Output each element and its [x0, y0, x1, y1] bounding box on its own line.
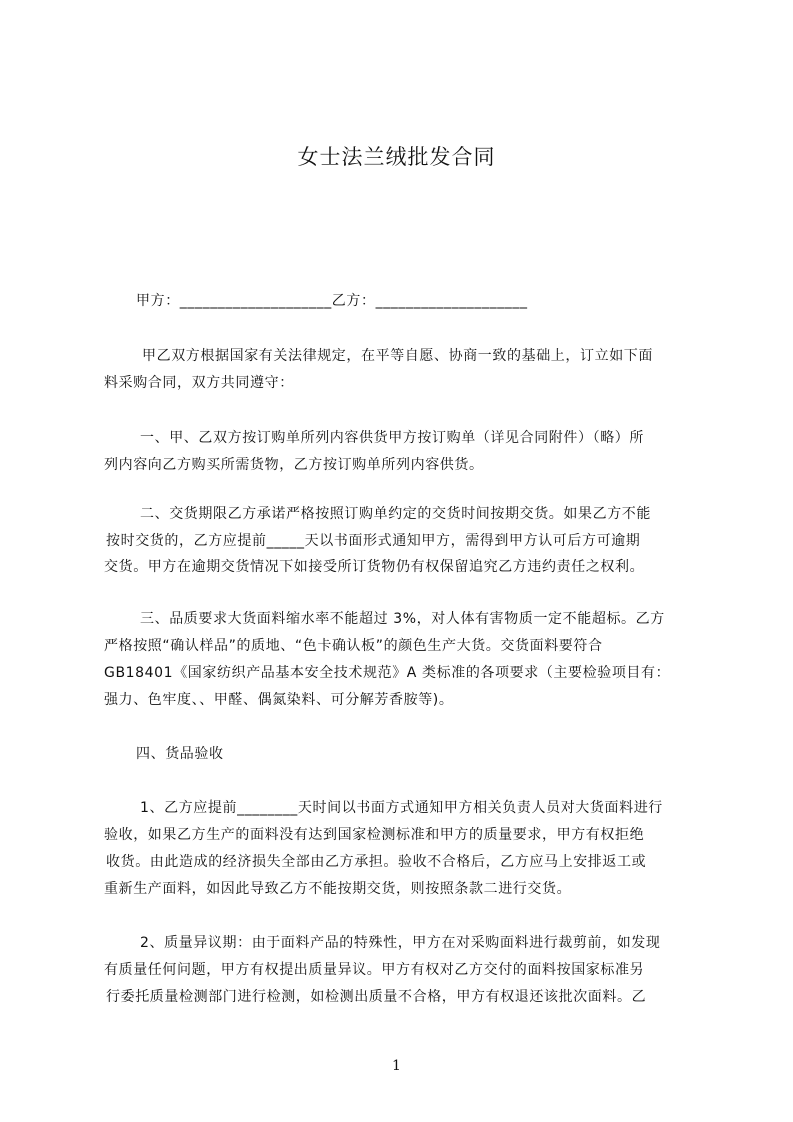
paragraph-line: 收货。由此造成的经济损失全部由乙方承担。验收不合格后，乙方应马上安排返工或 [106, 854, 647, 870]
paragraph-line: 1、乙方应提前________天时间以书面方式通知甲方相关负责人员对大货面料进行 [140, 800, 663, 816]
paragraph-line: GB18401《国家纺织产品基本安全技术规范》A 类标准的各项要求（主要检验项目有： [104, 665, 671, 681]
paragraph-line: 验收，如果乙方生产的面料没有达到国家检测标准和甲方的质量要求，甲方有权拒绝 [104, 827, 645, 843]
paragraph-line: 行委托质量检测部门进行检测，如检测出质量不合格，甲方有权退还该批次面料。乙 [106, 989, 647, 1005]
paragraph-line: 甲乙双方根据国家有关法律规定，在平等自愿、协商一致的基础上，订立如下面 [142, 348, 653, 364]
paragraph-line: 交货。甲方在逾期交货情况下如接受所订货物仍有权保留追究乙方违约责任之权利。 [104, 559, 645, 575]
paragraph-line: 严格按照“确认样品”的质地、“色卡确认板”的颜色生产大货。交货面料要符合 [104, 638, 603, 654]
document-title: 女士法兰绒批发合同 [297, 145, 496, 169]
paragraph-line: 重新生产面料，如因此导致乙方不能按期交货，则按照条款二进行交货。 [104, 881, 572, 897]
paragraph-line: 料采购合同，双方共同遵守： [104, 375, 294, 391]
section-heading: 四、货品验收 [136, 746, 224, 762]
paragraph-line: 二、交货期限乙方承诺严格按照订购单约定的交货时间按期交货。如果乙方不能 [140, 506, 651, 522]
paragraph-line: 一、甲、乙双方按订购单所列内容供货甲方按订购单（详见合同附件）（略）所 [140, 430, 644, 446]
paragraph-line: 强力、色牢度、、甲醛、偶氮染料、可分解芳香胺等)。 [104, 692, 454, 708]
paragraph-line: 三、品质要求大货面料缩水率不能超过 3%，对人体有害物质一定不能超标。乙方 [140, 611, 665, 627]
party-line: 甲方：____________________乙方：____________________ [136, 293, 528, 309]
page-number: 1 [392, 1058, 401, 1074]
paragraph-line: 2、质量异议期：由于面料产品的特殊性，甲方在对采购面料进行裁剪前，如发现 [140, 935, 661, 951]
paragraph-line: 列内容向乙方购买所需货物，乙方按订购单所列内容供货。 [104, 457, 484, 473]
paragraph-line: 有质量任何问题，甲方有权提出质量异议。甲方有权对乙方交付的面料按国家标准另 [104, 962, 645, 978]
paragraph-line: 按时交货的，乙方应提前_____天以书面形式通知甲方，需得到甲方认可后方可逾期 [106, 533, 641, 549]
